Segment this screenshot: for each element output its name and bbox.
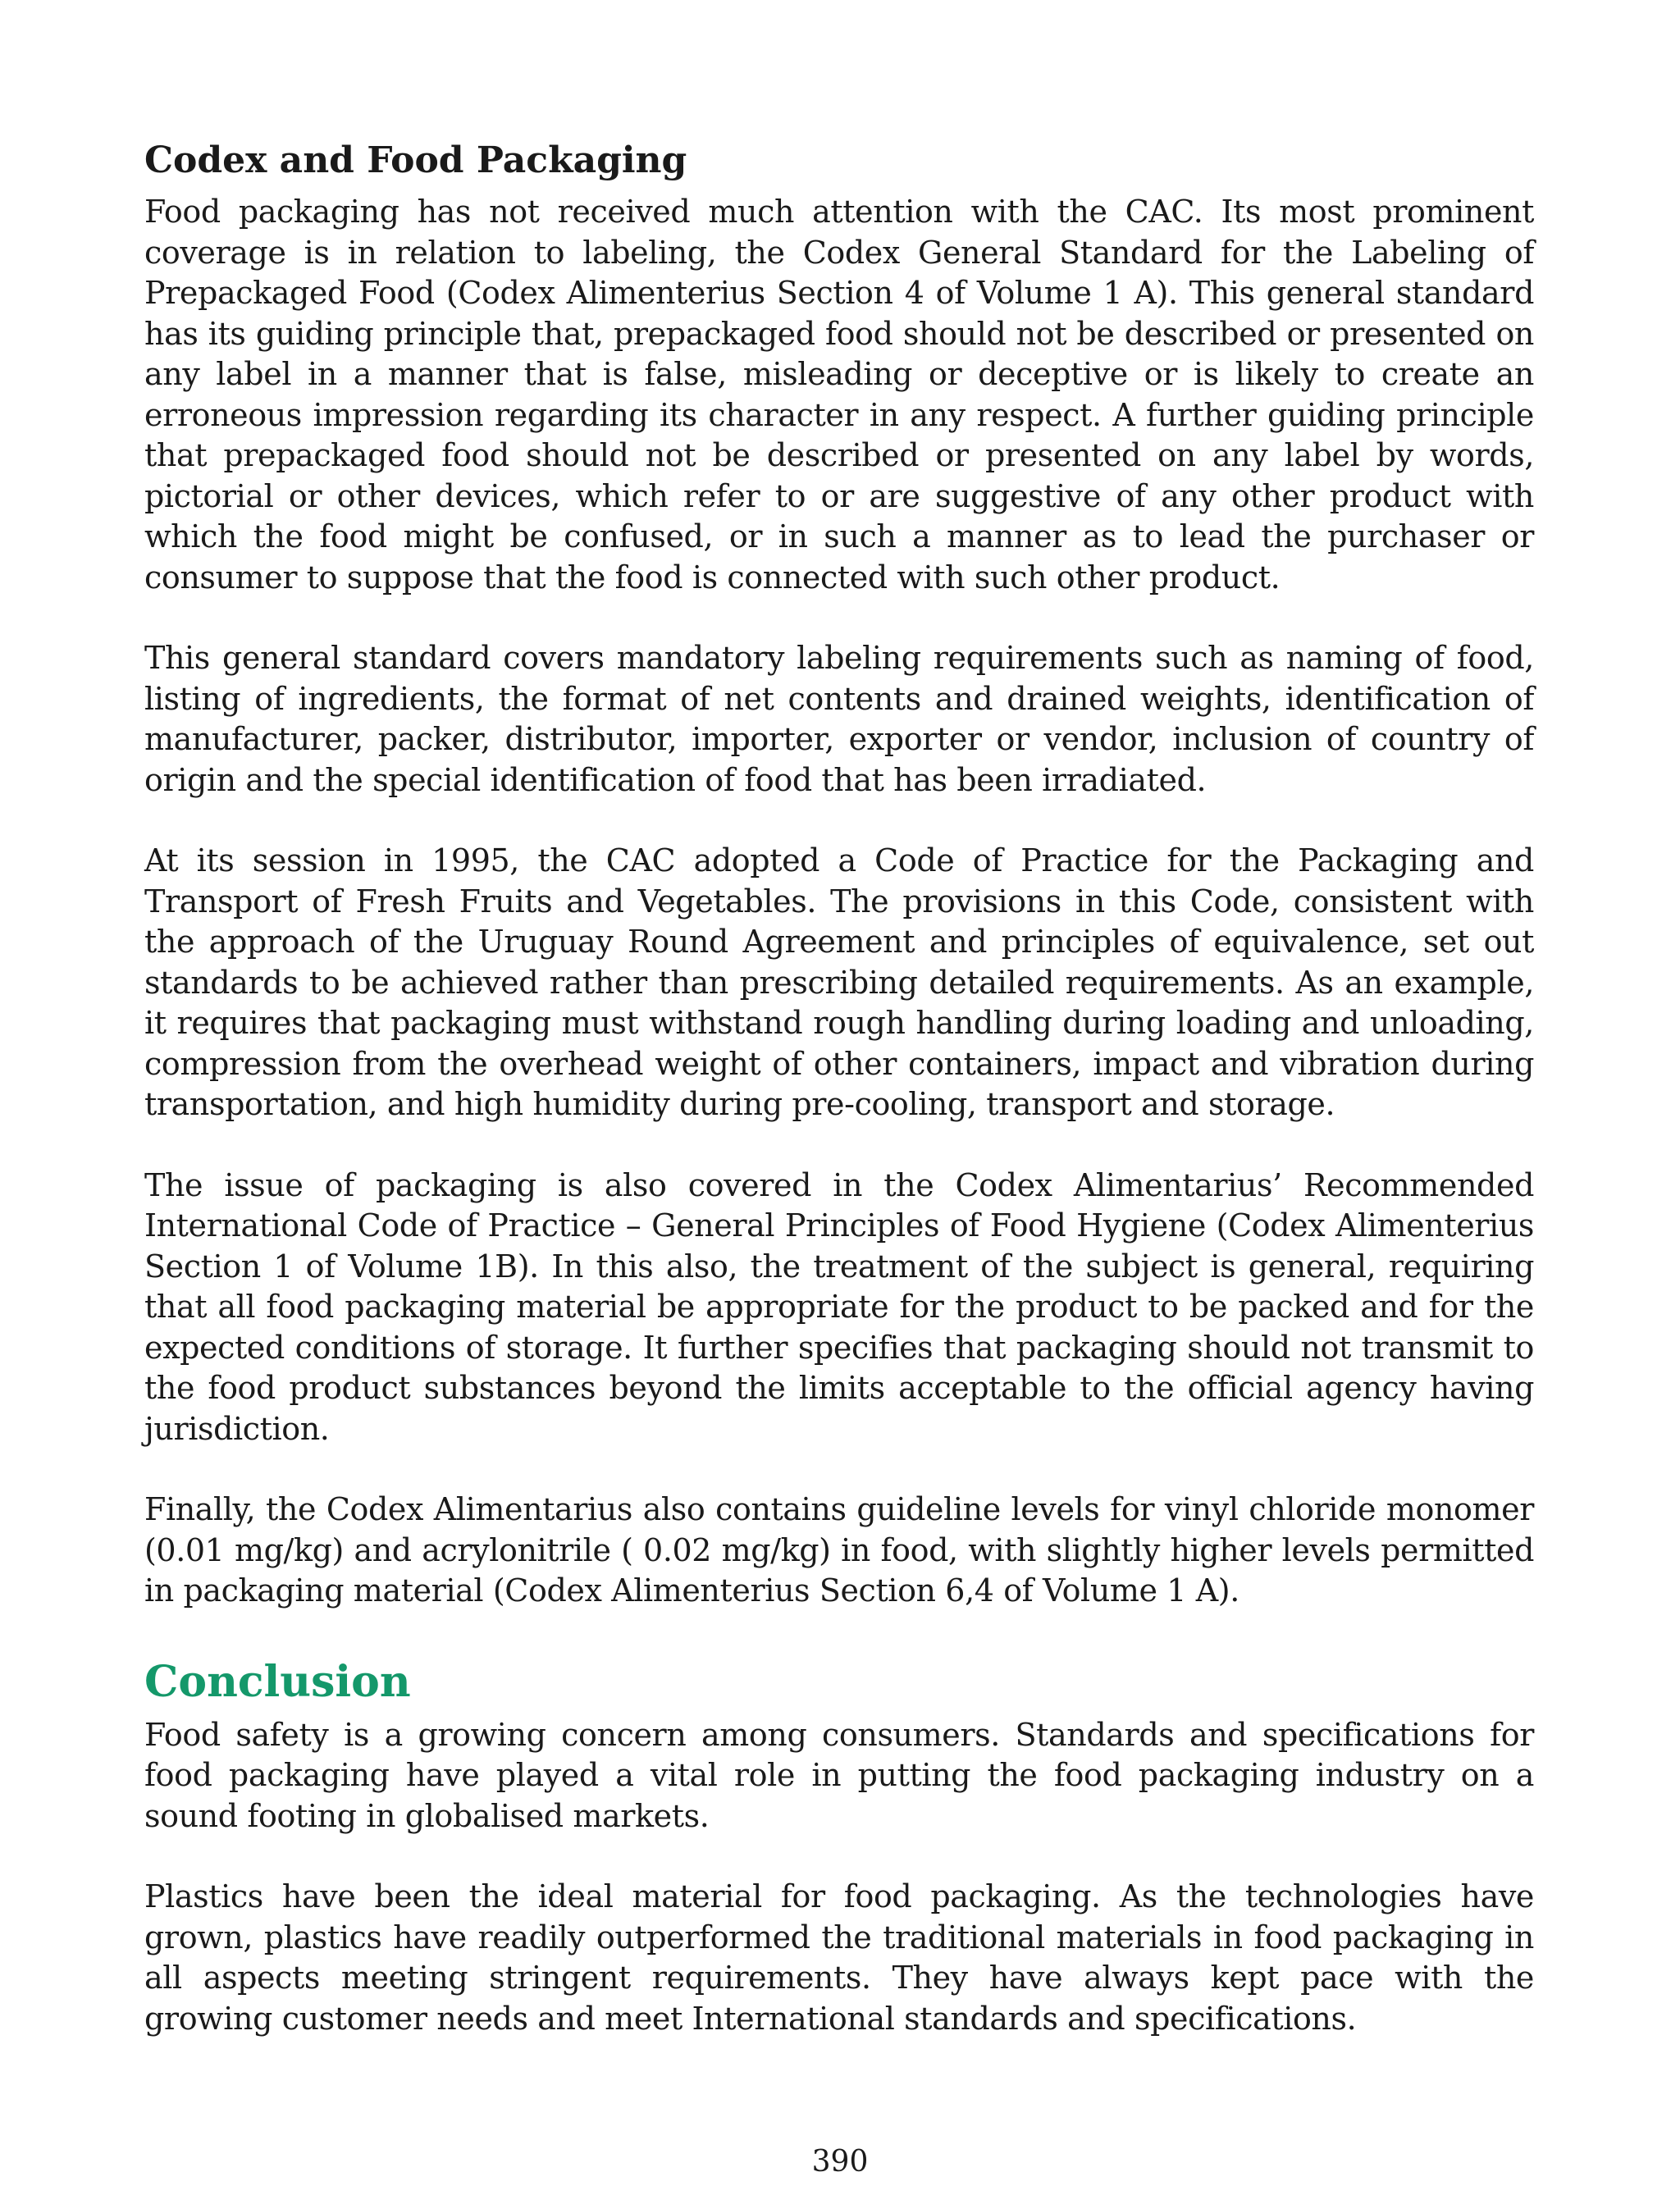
- body-paragraph: The issue of packaging is also covered in the Codex Alimentarius’ Recommended International Code of Practice – General Principles of Food Hygiene (Codex Alimenterius Section 1 of Volume 1B). In this also, the treatment of the subject is general, requiring that all food packaging material be appropriate for the product to be packed and for the expected conditions of storage. It further specifies that packaging should not transmit to the food product substances beyond the limits acceptable to the official agency having jurisdiction.: [144, 1166, 1534, 1447]
- body-paragraph: Food safety is a growing concern among consumers. Standards and specifications for food packaging have played a vital role in putting the food packaging industry on a sound footing in globalised markets.: [144, 1716, 1534, 1834]
- body-paragraph: This general standard covers mandatory labeling requirements such as naming of food, listing of ingredients, the format of net contents and drained weights, identification of manufacturer, packer, distributor, importer, exporter or vendor, inclusion of country of origin and the special identification of food that has been irradiated.: [144, 640, 1534, 798]
- body-paragraph: Finally, the Codex Alimentarius also contains guideline levels for vinyl chloride monomer (0.01 mg/kg) and acrylonitrile ( 0.02 mg/kg) in food, with slightly higher levels permitted in packaging material (Codex Alimenterius Section 6,4 of Volume 1 A).: [144, 1491, 1534, 1609]
- body-paragraph: At its session in 1995, the CAC adopted a Code of Practice for the Packaging and Transport of Fresh Fruits and Vegetables. The provisions in this Code, consistent with the approach of the Uruguay Round Agreement and principles of equivalence, set out standards to be achieved rather than prescribing detailed requirements. As an example, it requires that packaging must withstand rough handling during loading and unloading, compression from the overhead weight of other containers, impact and vibration during transportation, and high humidity during pre-cooling, transport and storage.: [144, 842, 1534, 1122]
- page-number: 390: [811, 2145, 869, 2179]
- section-heading-conclusion: Conclusion: [144, 1656, 411, 1707]
- section-heading-codex: Codex and Food Packaging: [144, 139, 687, 181]
- body-paragraph: Food packaging has not received much attention with the CAC. Its most prominent coverage is in relation to labeling, the Codex General Standard for the Labeling of Prepackaged Food (Codex Alimenterius Section 4 of Volume 1 A). This general standard has its guiding principle that, prepackaged food should not be described or presented on any label in a manner that is false, misleading or deceptive or is likely to create an erroneous impression regarding its character in any respect. A further guiding principle that prepackaged food should not be described or presented on any label by words, pictorial or other devices, which refer to or are suggestive of any other product with which the food might be confused, or in such a manner as to lead the purchaser or consumer to suppose that the food is connected with such other product.: [144, 194, 1534, 596]
- body-paragraph: Plastics have been the ideal material for food packaging. As the technologies have grown, plastics have readily outperformed the traditional materials in food packaging in all aspects meeting stringent requirements. They have always kept pace with the growing customer needs and meet International standards and specifications.: [144, 1878, 1534, 2037]
- page-content: [144, 136, 1534, 2039]
